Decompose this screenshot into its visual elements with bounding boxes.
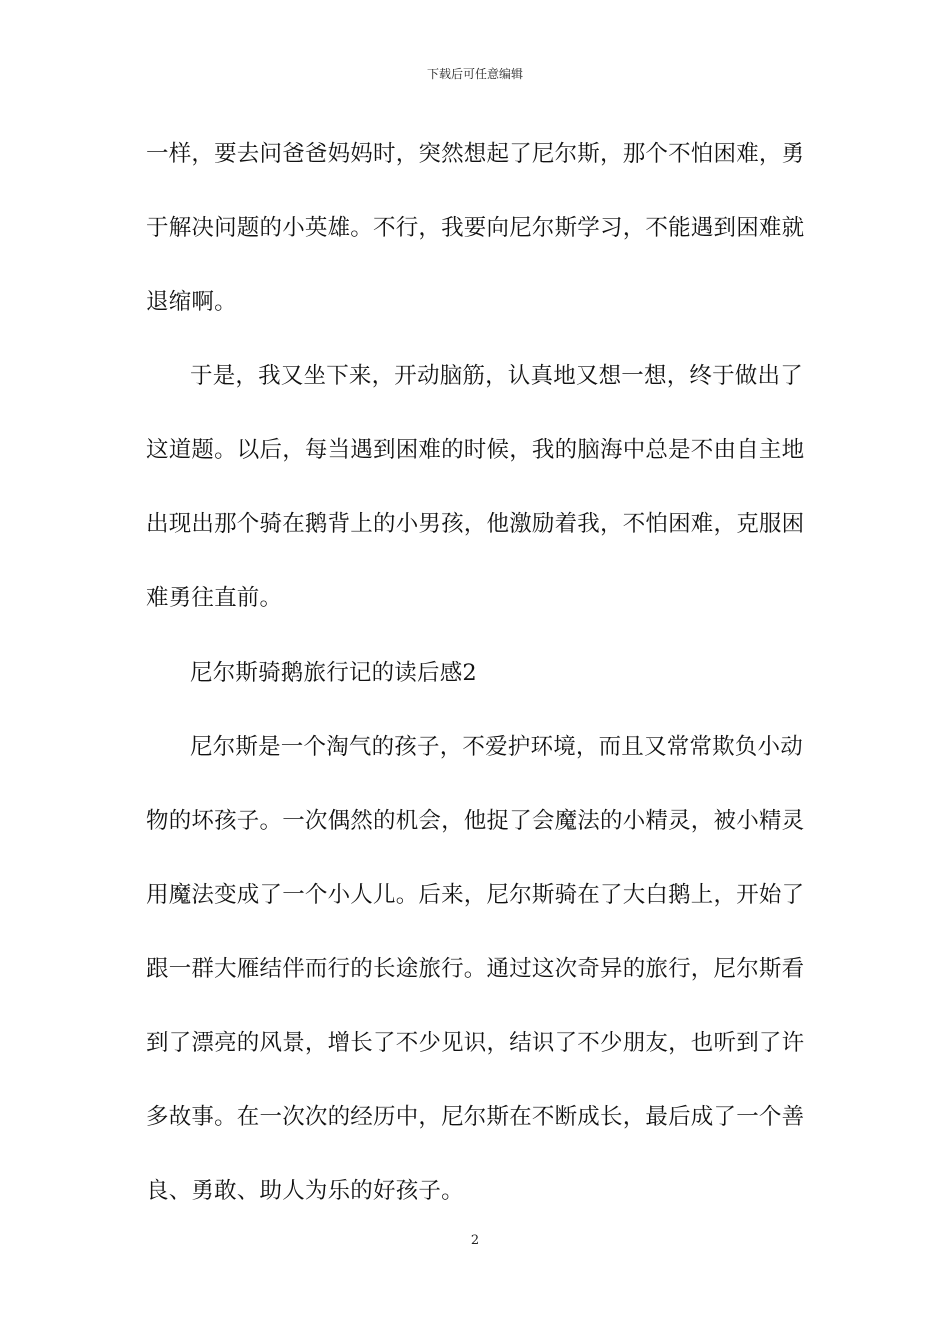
text-line: 出现出那个骑在鹅背上的小男孩，他激励着我，不怕困难，克服困: [146, 511, 805, 537]
text-line: 退缩啊。: [146, 289, 237, 315]
text-line: 用魔法变成了一个小人儿。后来，尼尔斯骑在了大白鹅上，开始了: [146, 882, 805, 908]
text-line: 到了漂亮的风景，增长了不少见识，结识了不少朋友，也听到了许: [146, 1030, 805, 1056]
text-line: 多故事。在一次次的经历中，尼尔斯在不断成长，最后成了一个善: [146, 1104, 805, 1130]
text-line: 于解决问题的小英雄。不行，我要向尼尔斯学习，不能遇到困难就: [146, 215, 805, 241]
page-number: 2: [470, 1233, 480, 1248]
text-line: 难勇往直前。: [146, 585, 283, 611]
text-line: 良、勇敢、助人为乐的好孩子。: [146, 1178, 464, 1204]
text-line: 一样，要去问爸爸妈妈时，突然想起了尼尔斯，那个不怕困难，勇: [146, 141, 805, 167]
text-line: 物的坏孩子。一次偶然的机会，他捉了会魔法的小精灵，被小精灵: [146, 808, 805, 834]
section-title: 尼尔斯骑鹅旅行记的读后感2: [190, 660, 477, 686]
text-line: 尼尔斯是一个淘气的孩子，不爱护环境，而且又常常欺负小动: [190, 734, 803, 760]
page-header: 下载后可任意编辑: [426, 67, 523, 81]
text-line: 这道题。以后，每当遇到困难的时候，我的脑海中总是不由自主地: [146, 437, 805, 463]
text-line: 跟一群大雁结伴而行的长途旅行。通过这次奇异的旅行，尼尔斯看: [146, 956, 805, 982]
text-line: 于是，我又坐下来，开动脑筋，认真地又想一想，终于做出了: [190, 363, 803, 389]
